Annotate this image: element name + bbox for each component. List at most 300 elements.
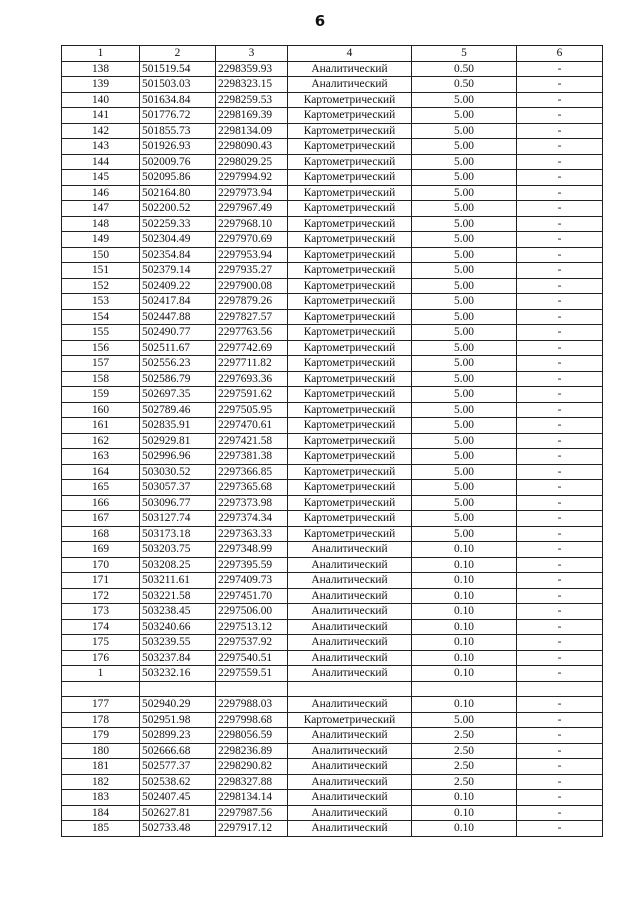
table-cell: - bbox=[517, 61, 603, 77]
table-cell: 5.00 bbox=[412, 356, 517, 372]
table-cell: - bbox=[517, 790, 603, 806]
coordinates-table bbox=[61, 45, 603, 837]
table-cell: 5.00 bbox=[412, 170, 517, 186]
table-cell: 177 bbox=[62, 697, 140, 713]
table-cell: 2298056.59 bbox=[216, 728, 288, 744]
table-cell: 503240.66 bbox=[140, 619, 216, 635]
table-cell: 5.00 bbox=[412, 449, 517, 465]
table-cell: 501503.03 bbox=[140, 77, 216, 93]
table-cell: 148 bbox=[62, 216, 140, 232]
table-row bbox=[62, 232, 603, 248]
table-cell: 2297395.59 bbox=[216, 557, 288, 573]
table-cell: - bbox=[517, 542, 603, 558]
table-cell: 5.00 bbox=[412, 495, 517, 511]
table-cell: Картометрический bbox=[288, 170, 412, 186]
table-cell: 502940.29 bbox=[140, 697, 216, 713]
table-cell: 2298327.88 bbox=[216, 774, 288, 790]
table-cell bbox=[216, 681, 288, 697]
table-row bbox=[62, 666, 603, 682]
table-cell: 155 bbox=[62, 325, 140, 341]
table-cell: 501855.73 bbox=[140, 123, 216, 139]
table-cell: 2297381.38 bbox=[216, 449, 288, 465]
table-cell: 502304.49 bbox=[140, 232, 216, 248]
table-cell: 156 bbox=[62, 340, 140, 356]
table-cell: 152 bbox=[62, 278, 140, 294]
table-cell: - bbox=[517, 805, 603, 821]
table-cell: 2297711.82 bbox=[216, 356, 288, 372]
table-cell: - bbox=[517, 728, 603, 744]
table-cell: 5.00 bbox=[412, 325, 517, 341]
table-cell: - bbox=[517, 480, 603, 496]
table-cell: 502929.81 bbox=[140, 433, 216, 449]
table-cell: - bbox=[517, 697, 603, 713]
table-cell: Аналитический bbox=[288, 650, 412, 666]
table-cell: Картометрический bbox=[288, 511, 412, 527]
table-cell: 503030.52 bbox=[140, 464, 216, 480]
table-cell: 2297559.51 bbox=[216, 666, 288, 682]
table-cell: Картометрический bbox=[288, 495, 412, 511]
table-cell: 5.00 bbox=[412, 418, 517, 434]
table-row bbox=[62, 402, 603, 418]
table-cell: 2297998.68 bbox=[216, 712, 288, 728]
table-cell: 2297988.03 bbox=[216, 697, 288, 713]
table-row bbox=[62, 294, 603, 310]
table-cell: 5.00 bbox=[412, 216, 517, 232]
table-cell: 5.00 bbox=[412, 278, 517, 294]
table-cell: 2298323.15 bbox=[216, 77, 288, 93]
table-cell: 0.10 bbox=[412, 805, 517, 821]
table-body bbox=[62, 61, 603, 836]
table-cell: - bbox=[517, 650, 603, 666]
table-cell: 179 bbox=[62, 728, 140, 744]
table-cell: 5.00 bbox=[412, 387, 517, 403]
table-cell: 2297970.69 bbox=[216, 232, 288, 248]
table-cell: 5.00 bbox=[412, 201, 517, 217]
table-cell: 149 bbox=[62, 232, 140, 248]
table-cell: - bbox=[517, 774, 603, 790]
table-cell: 167 bbox=[62, 511, 140, 527]
table-cell: Картометрический bbox=[288, 526, 412, 542]
table-cell: 503239.55 bbox=[140, 635, 216, 651]
table-cell: 162 bbox=[62, 433, 140, 449]
table-cell: 161 bbox=[62, 418, 140, 434]
table-cell: 144 bbox=[62, 154, 140, 170]
table-cell: 2297742.69 bbox=[216, 340, 288, 356]
table-cell: 0.10 bbox=[412, 588, 517, 604]
table-row bbox=[62, 433, 603, 449]
table-cell: 502951.98 bbox=[140, 712, 216, 728]
table-cell: 2297953.94 bbox=[216, 247, 288, 263]
page-number: 6 bbox=[314, 12, 326, 30]
table-cell: - bbox=[517, 139, 603, 155]
table-cell: 503127.74 bbox=[140, 511, 216, 527]
table-row bbox=[62, 573, 603, 589]
table-cell: 5.00 bbox=[412, 511, 517, 527]
table-cell: 502354.84 bbox=[140, 247, 216, 263]
table-row bbox=[62, 61, 603, 77]
table-cell: 2297365.68 bbox=[216, 480, 288, 496]
table-cell: - bbox=[517, 821, 603, 837]
table-cell: Картометрический bbox=[288, 449, 412, 465]
table-cell: Картометрический bbox=[288, 418, 412, 434]
table-cell: 503173.18 bbox=[140, 526, 216, 542]
table-cell: 502899.23 bbox=[140, 728, 216, 744]
table-row bbox=[62, 201, 603, 217]
table-cell: - bbox=[517, 232, 603, 248]
table-cell: 2297900.08 bbox=[216, 278, 288, 294]
table-cell: - bbox=[517, 371, 603, 387]
table-row bbox=[62, 185, 603, 201]
table-cell bbox=[140, 681, 216, 697]
table-cell: 0.10 bbox=[412, 666, 517, 682]
table-cell: 5.00 bbox=[412, 108, 517, 124]
table-cell: - bbox=[517, 309, 603, 325]
table-row bbox=[62, 588, 603, 604]
table-cell: 0.10 bbox=[412, 635, 517, 651]
table-cell: 140 bbox=[62, 92, 140, 108]
table-cell: 2297973.94 bbox=[216, 185, 288, 201]
table-cell: Картометрический bbox=[288, 278, 412, 294]
table-cell: 502666.68 bbox=[140, 743, 216, 759]
table-row bbox=[62, 216, 603, 232]
column-header: 1 bbox=[62, 46, 140, 62]
table-cell: 5.00 bbox=[412, 340, 517, 356]
table-cell: - bbox=[517, 604, 603, 620]
table-cell: 180 bbox=[62, 743, 140, 759]
table-cell: 2.50 bbox=[412, 774, 517, 790]
table-cell: 2297994.92 bbox=[216, 170, 288, 186]
column-header: 5 bbox=[412, 46, 517, 62]
table-cell: 5.00 bbox=[412, 263, 517, 279]
table-cell: - bbox=[517, 216, 603, 232]
table-cell: 502407.45 bbox=[140, 790, 216, 806]
table-cell: 502259.33 bbox=[140, 216, 216, 232]
table-cell: 5.00 bbox=[412, 247, 517, 263]
table-row bbox=[62, 325, 603, 341]
table-cell: 5.00 bbox=[412, 139, 517, 155]
table-cell: 2297591.62 bbox=[216, 387, 288, 403]
table-cell: 183 bbox=[62, 790, 140, 806]
table-row bbox=[62, 123, 603, 139]
column-header: 4 bbox=[288, 46, 412, 62]
table-cell: - bbox=[517, 557, 603, 573]
table-cell: - bbox=[517, 77, 603, 93]
table-cell: 5.00 bbox=[412, 232, 517, 248]
table-cell: 501926.93 bbox=[140, 139, 216, 155]
table-cell: - bbox=[517, 449, 603, 465]
table-cell: 502556.23 bbox=[140, 356, 216, 372]
table-cell: Аналитический bbox=[288, 805, 412, 821]
table-cell: 2297968.10 bbox=[216, 216, 288, 232]
table-cell: 158 bbox=[62, 371, 140, 387]
table-cell: Картометрический bbox=[288, 480, 412, 496]
table-cell: Аналитический bbox=[288, 743, 412, 759]
table-cell: 502409.22 bbox=[140, 278, 216, 294]
table-cell: 2298359.93 bbox=[216, 61, 288, 77]
table-row bbox=[62, 356, 603, 372]
table-cell: Картометрический bbox=[288, 154, 412, 170]
table-cell: 170 bbox=[62, 557, 140, 573]
table-cell: 182 bbox=[62, 774, 140, 790]
table-row bbox=[62, 728, 603, 744]
table-cell: 165 bbox=[62, 480, 140, 496]
table-cell: 2297935.27 bbox=[216, 263, 288, 279]
table-row bbox=[62, 418, 603, 434]
table-cell: 157 bbox=[62, 356, 140, 372]
table-cell: 5.00 bbox=[412, 526, 517, 542]
table-row bbox=[62, 495, 603, 511]
table-cell: 5.00 bbox=[412, 154, 517, 170]
table-cell: 154 bbox=[62, 309, 140, 325]
table-cell: - bbox=[517, 573, 603, 589]
table-cell: 502095.86 bbox=[140, 170, 216, 186]
table-cell: 0.10 bbox=[412, 557, 517, 573]
table-cell: Аналитический bbox=[288, 604, 412, 620]
table-cell: 2297513.12 bbox=[216, 619, 288, 635]
table-cell: 5.00 bbox=[412, 371, 517, 387]
table-cell: 2.50 bbox=[412, 743, 517, 759]
table-cell: 139 bbox=[62, 77, 140, 93]
table-cell: 151 bbox=[62, 263, 140, 279]
table-cell: Аналитический bbox=[288, 542, 412, 558]
table-cell: 2298029.25 bbox=[216, 154, 288, 170]
table-cell: - bbox=[517, 185, 603, 201]
table-cell: Аналитический bbox=[288, 821, 412, 837]
table-row bbox=[62, 681, 603, 697]
table-cell: 175 bbox=[62, 635, 140, 651]
table-cell: - bbox=[517, 712, 603, 728]
table-cell: 0.10 bbox=[412, 650, 517, 666]
table-cell: 172 bbox=[62, 588, 140, 604]
table-cell: 2298134.09 bbox=[216, 123, 288, 139]
table-row bbox=[62, 650, 603, 666]
column-header: 2 bbox=[140, 46, 216, 62]
table-cell bbox=[517, 681, 603, 697]
table-cell: Картометрический bbox=[288, 139, 412, 155]
table-cell: 5.00 bbox=[412, 480, 517, 496]
table-row bbox=[62, 247, 603, 263]
table-row bbox=[62, 387, 603, 403]
table-cell: 2297537.92 bbox=[216, 635, 288, 651]
table-cell: 1 bbox=[62, 666, 140, 682]
table-row bbox=[62, 526, 603, 542]
table-cell: 2297879.26 bbox=[216, 294, 288, 310]
table-cell: Картометрический bbox=[288, 247, 412, 263]
table-cell: 502586.79 bbox=[140, 371, 216, 387]
table-cell: 163 bbox=[62, 449, 140, 465]
table-cell: 5.00 bbox=[412, 433, 517, 449]
table-row bbox=[62, 557, 603, 573]
table-cell: Картометрический bbox=[288, 433, 412, 449]
table-cell: Картометрический bbox=[288, 294, 412, 310]
table-cell: 502164.80 bbox=[140, 185, 216, 201]
table-cell: 502996.96 bbox=[140, 449, 216, 465]
table-cell: 166 bbox=[62, 495, 140, 511]
table-cell bbox=[412, 681, 517, 697]
table-row bbox=[62, 77, 603, 93]
table-cell: 2298134.14 bbox=[216, 790, 288, 806]
table-cell: - bbox=[517, 588, 603, 604]
table-cell: 5.00 bbox=[412, 294, 517, 310]
table-cell: 2297363.33 bbox=[216, 526, 288, 542]
table-cell: 150 bbox=[62, 247, 140, 263]
table-cell: 5.00 bbox=[412, 309, 517, 325]
table-cell: 501634.84 bbox=[140, 92, 216, 108]
table-cell: 503237.84 bbox=[140, 650, 216, 666]
table-cell: 0.10 bbox=[412, 697, 517, 713]
table-cell: Картометрический bbox=[288, 309, 412, 325]
table-row bbox=[62, 449, 603, 465]
table-cell: Аналитический bbox=[288, 588, 412, 604]
table-cell: 503238.45 bbox=[140, 604, 216, 620]
table-cell: - bbox=[517, 402, 603, 418]
table-cell: 138 bbox=[62, 61, 140, 77]
column-header: 3 bbox=[216, 46, 288, 62]
table-cell: 2297451.70 bbox=[216, 588, 288, 604]
table-cell: Картометрический bbox=[288, 325, 412, 341]
table-cell: - bbox=[517, 201, 603, 217]
table-cell: 2297366.85 bbox=[216, 464, 288, 480]
table-cell: 2.50 bbox=[412, 759, 517, 775]
table-cell: 503203.75 bbox=[140, 542, 216, 558]
table-cell: 5.00 bbox=[412, 464, 517, 480]
table-cell: 502733.48 bbox=[140, 821, 216, 837]
table-cell: 185 bbox=[62, 821, 140, 837]
table-row bbox=[62, 263, 603, 279]
table-row bbox=[62, 805, 603, 821]
table-cell: Картометрический bbox=[288, 402, 412, 418]
table-cell: 502490.77 bbox=[140, 325, 216, 341]
table-cell: 2297373.98 bbox=[216, 495, 288, 511]
table-row bbox=[62, 480, 603, 496]
table-cell: 5.00 bbox=[412, 402, 517, 418]
table-row bbox=[62, 154, 603, 170]
table-cell: 5.00 bbox=[412, 92, 517, 108]
table-cell: 2298169.39 bbox=[216, 108, 288, 124]
table-cell: Картометрический bbox=[288, 232, 412, 248]
table-cell: Картометрический bbox=[288, 108, 412, 124]
table-cell: 143 bbox=[62, 139, 140, 155]
table-row bbox=[62, 712, 603, 728]
table-cell: 502417.84 bbox=[140, 294, 216, 310]
table-cell: Картометрический bbox=[288, 185, 412, 201]
table-cell: - bbox=[517, 247, 603, 263]
table-row bbox=[62, 635, 603, 651]
table-cell: - bbox=[517, 511, 603, 527]
table-cell: 502835.91 bbox=[140, 418, 216, 434]
table-cell: 2298290.82 bbox=[216, 759, 288, 775]
table-cell: 184 bbox=[62, 805, 140, 821]
table-cell: Картометрический bbox=[288, 340, 412, 356]
table-cell: 0.10 bbox=[412, 619, 517, 635]
table-cell: - bbox=[517, 666, 603, 682]
table-cell: 2297763.56 bbox=[216, 325, 288, 341]
table-row bbox=[62, 371, 603, 387]
table-cell: 0.50 bbox=[412, 61, 517, 77]
table-cell: 0.10 bbox=[412, 790, 517, 806]
table-cell: Аналитический bbox=[288, 619, 412, 635]
table-cell: - bbox=[517, 495, 603, 511]
table-cell: - bbox=[517, 154, 603, 170]
table-cell: 146 bbox=[62, 185, 140, 201]
table-row bbox=[62, 340, 603, 356]
table-cell: 502447.88 bbox=[140, 309, 216, 325]
table-cell: 174 bbox=[62, 619, 140, 635]
table-cell: 502697.35 bbox=[140, 387, 216, 403]
column-header: 6 bbox=[517, 46, 603, 62]
table-cell: 502538.62 bbox=[140, 774, 216, 790]
table-cell: 159 bbox=[62, 387, 140, 403]
table-cell: - bbox=[517, 418, 603, 434]
table-row bbox=[62, 821, 603, 837]
table-cell: Аналитический bbox=[288, 790, 412, 806]
table-cell: 502009.76 bbox=[140, 154, 216, 170]
table-cell: 2297693.36 bbox=[216, 371, 288, 387]
table-cell: 153 bbox=[62, 294, 140, 310]
table-cell: Аналитический bbox=[288, 774, 412, 790]
table-row bbox=[62, 759, 603, 775]
table-cell: 142 bbox=[62, 123, 140, 139]
table-cell: - bbox=[517, 356, 603, 372]
table-cell: 0.10 bbox=[412, 604, 517, 620]
table-cell: Картометрический bbox=[288, 123, 412, 139]
table-cell: 503208.25 bbox=[140, 557, 216, 573]
table-cell: 503232.16 bbox=[140, 666, 216, 682]
table-cell: 503057.37 bbox=[140, 480, 216, 496]
table-cell: 2297421.58 bbox=[216, 433, 288, 449]
table-cell: Картометрический bbox=[288, 263, 412, 279]
table-row bbox=[62, 511, 603, 527]
table-cell: 178 bbox=[62, 712, 140, 728]
table-cell: Картометрический bbox=[288, 712, 412, 728]
table-cell: 2297348.99 bbox=[216, 542, 288, 558]
table-cell: Аналитический bbox=[288, 666, 412, 682]
table-row bbox=[62, 774, 603, 790]
table-cell: 502627.81 bbox=[140, 805, 216, 821]
table-cell: - bbox=[517, 759, 603, 775]
table-cell: 5.00 bbox=[412, 123, 517, 139]
table-cell: 502789.46 bbox=[140, 402, 216, 418]
table-cell: 0.10 bbox=[412, 542, 517, 558]
table-cell: Аналитический bbox=[288, 728, 412, 744]
table-cell: Картометрический bbox=[288, 201, 412, 217]
table-cell: Картометрический bbox=[288, 356, 412, 372]
table-cell: - bbox=[517, 340, 603, 356]
table-cell: - bbox=[517, 263, 603, 279]
table-cell: 181 bbox=[62, 759, 140, 775]
table-cell: Картометрический bbox=[288, 464, 412, 480]
table-cell: 2297967.49 bbox=[216, 201, 288, 217]
table-cell: - bbox=[517, 387, 603, 403]
table-cell: 502511.67 bbox=[140, 340, 216, 356]
table-row bbox=[62, 92, 603, 108]
table-cell: 2297374.34 bbox=[216, 511, 288, 527]
table-cell: - bbox=[517, 123, 603, 139]
table-row bbox=[62, 790, 603, 806]
table-row bbox=[62, 464, 603, 480]
table-cell: 2297470.61 bbox=[216, 418, 288, 434]
table-cell: Картометрический bbox=[288, 216, 412, 232]
table-cell: 160 bbox=[62, 402, 140, 418]
table-cell: Аналитический bbox=[288, 697, 412, 713]
table-row bbox=[62, 278, 603, 294]
table-cell: 0.10 bbox=[412, 573, 517, 589]
table-cell: 501519.54 bbox=[140, 61, 216, 77]
table-cell: - bbox=[517, 325, 603, 341]
table-cell: 141 bbox=[62, 108, 140, 124]
table-cell: - bbox=[517, 170, 603, 186]
table-cell: 502379.14 bbox=[140, 263, 216, 279]
